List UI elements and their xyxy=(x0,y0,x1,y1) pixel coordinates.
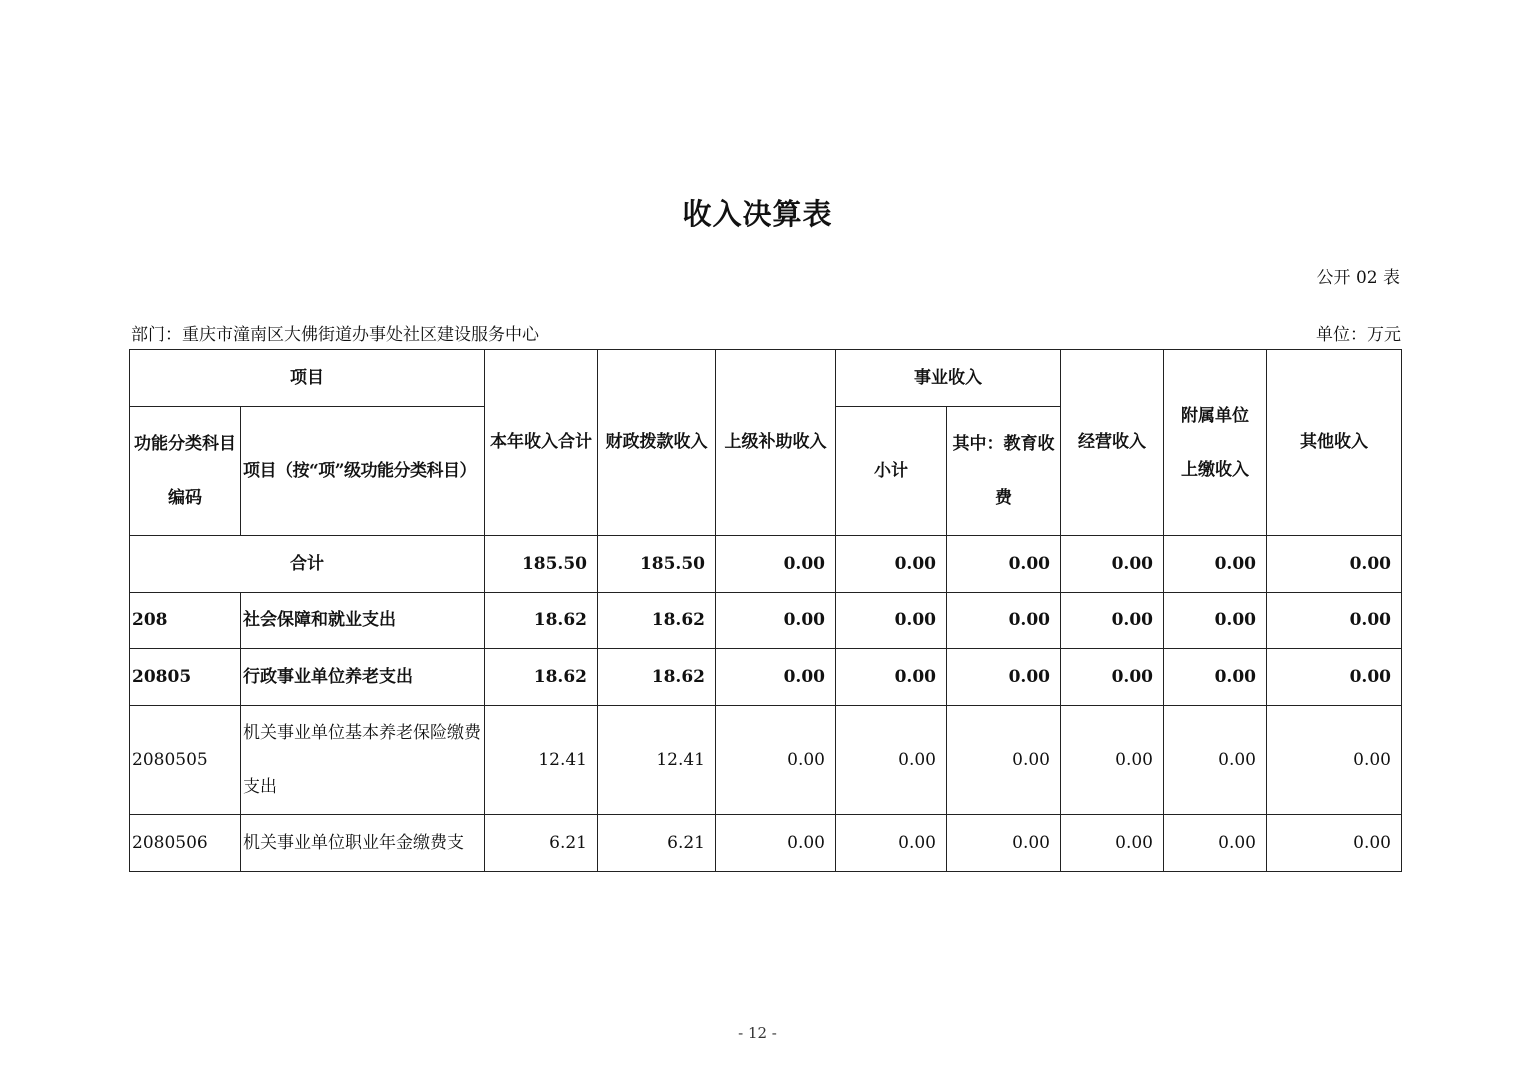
row-value: 12.41 xyxy=(598,706,716,815)
row-value: 0.00 xyxy=(1061,706,1164,815)
row-value: 0.00 xyxy=(716,649,836,706)
total-row xyxy=(130,536,1402,593)
row-value: 0.00 xyxy=(1061,593,1164,649)
table-row xyxy=(130,706,1402,815)
row-value: 18.62 xyxy=(485,649,598,706)
header-subtotal: 小计 xyxy=(836,407,947,536)
total-value: 185.50 xyxy=(598,536,716,593)
row-value: 0.00 xyxy=(1267,706,1402,815)
row-name: 机关事业单位基本养老保险缴费支出 xyxy=(241,706,485,815)
form-number: 公开 02 表 xyxy=(1316,268,1400,288)
row-value: 0.00 xyxy=(947,649,1061,706)
header-item-name: 项目（按“项”级功能分类科目） xyxy=(241,407,485,536)
row-value: 6.21 xyxy=(485,815,598,872)
row-value: 0.00 xyxy=(836,649,947,706)
row-value: 18.62 xyxy=(598,649,716,706)
row-code: 2080506 xyxy=(130,815,241,872)
header-other: 其他收入 xyxy=(1267,350,1402,536)
row-value: 0.00 xyxy=(1164,815,1267,872)
row-value: 0.00 xyxy=(1267,815,1402,872)
header-superior: 上级补助收入 xyxy=(716,350,836,536)
header-func-code: 功能分类科目编码 xyxy=(130,407,241,536)
row-value: 0.00 xyxy=(836,706,947,815)
total-value: 0.00 xyxy=(947,536,1061,593)
row-value: 18.62 xyxy=(598,593,716,649)
row-name: 社会保障和就业支出 xyxy=(241,593,485,649)
row-value: 0.00 xyxy=(1267,649,1402,706)
department-label: 部门：重庆市潼南区大佛街道办事处社区建设服务中心 xyxy=(131,325,539,345)
row-value: 0.00 xyxy=(947,706,1061,815)
total-value: 185.50 xyxy=(485,536,598,593)
row-value: 0.00 xyxy=(947,593,1061,649)
row-value: 0.00 xyxy=(947,815,1061,872)
unit-label: 单位：万元 xyxy=(1316,325,1401,345)
row-code: 208 xyxy=(130,593,241,649)
row-value: 0.00 xyxy=(1164,593,1267,649)
total-label: 合计 xyxy=(130,536,485,593)
row-value: 0.00 xyxy=(1061,649,1164,706)
row-value: 0.00 xyxy=(1267,593,1402,649)
total-value: 0.00 xyxy=(1061,536,1164,593)
row-value: 0.00 xyxy=(1164,706,1267,815)
row-value: 0.00 xyxy=(716,706,836,815)
total-value: 0.00 xyxy=(836,536,947,593)
total-value: 0.00 xyxy=(1267,536,1402,593)
page-title: 收入决算表 xyxy=(682,197,833,231)
row-value: 12.41 xyxy=(485,706,598,815)
row-name: 机关事业单位职业年金缴费支 xyxy=(241,815,485,872)
row-value: 6.21 xyxy=(598,815,716,872)
row-value: 18.62 xyxy=(485,593,598,649)
row-value: 0.00 xyxy=(716,593,836,649)
header-item: 项目 xyxy=(130,350,485,407)
table-row xyxy=(130,593,1402,649)
total-value: 0.00 xyxy=(716,536,836,593)
header-operating: 经营收入 xyxy=(1061,350,1164,536)
header-total-income: 本年收入合计 xyxy=(485,350,598,536)
row-name: 行政事业单位养老支出 xyxy=(241,649,485,706)
page-number: - 12 - xyxy=(738,1024,777,1042)
header-fiscal: 财政拨款收入 xyxy=(598,350,716,536)
row-code: 2080505 xyxy=(130,706,241,815)
income-table xyxy=(129,349,1402,872)
row-value: 0.00 xyxy=(1061,815,1164,872)
row-value: 0.00 xyxy=(836,815,947,872)
header-business: 事业收入 xyxy=(836,350,1061,407)
header-education: 其中：教育收费 xyxy=(947,407,1061,536)
table-row xyxy=(130,815,1402,872)
total-value: 0.00 xyxy=(1164,536,1267,593)
row-value: 0.00 xyxy=(1164,649,1267,706)
row-code: 20805 xyxy=(130,649,241,706)
table-row xyxy=(130,649,1402,706)
header-affiliated: 附属单位上缴收入 xyxy=(1164,350,1267,536)
row-value: 0.00 xyxy=(836,593,947,649)
row-value: 0.00 xyxy=(716,815,836,872)
